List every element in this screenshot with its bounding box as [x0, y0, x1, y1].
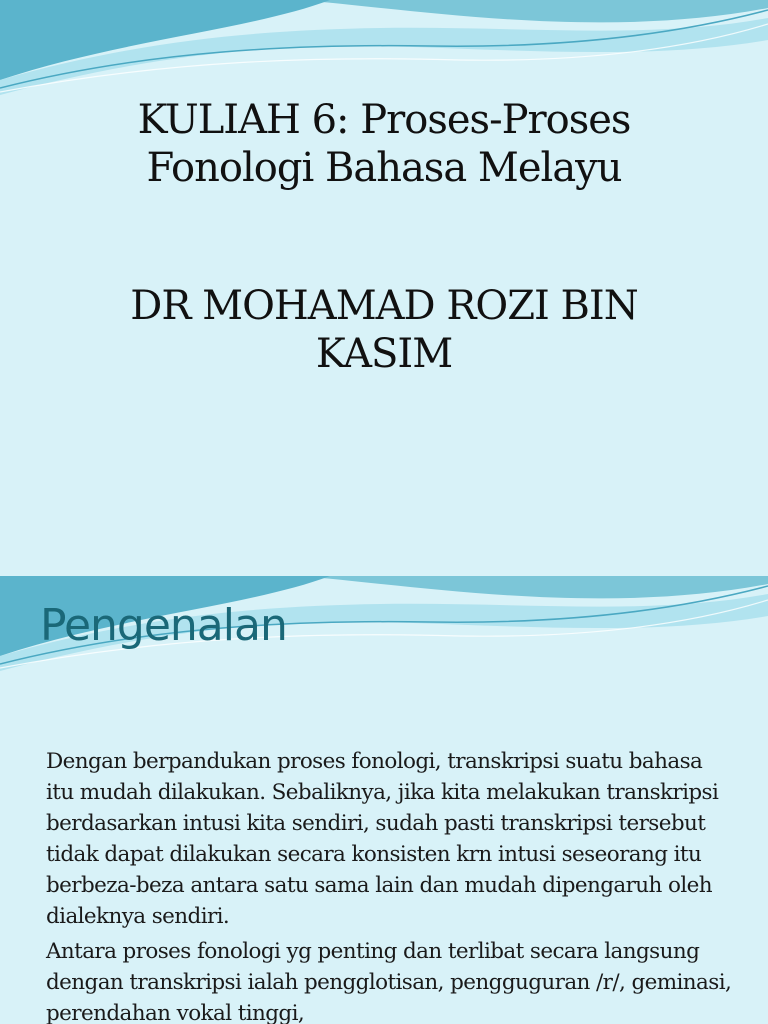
- section-title: Pengenalan: [40, 600, 287, 651]
- author-name-line-1: DR MOHAMAD ROZI BIN: [130, 283, 638, 329]
- paragraph: Dengan berpandukan proses fonologi, transkripsi suatu bahasa itu mudah dilakukan. Sebaliknya, jika kita melakukan transkripsi berdasarkan intusi kita sendiri, sudah pasti transkripsi tersebut tidak dapat dilakukan secara konsisten krn intusi seseorang itu berbeza-beza antara satu sama lain dan mudah dipengaruh oleh dialeknya sendiri.: [46, 749, 719, 929]
- header-wave-decoration: [0, 0, 768, 110]
- slide-title-line-2: Fonologi Bahasa Melayu: [146, 145, 622, 191]
- slide-title-line-1: KULIAH 6: Proses-Proses: [137, 97, 631, 143]
- body-text: [46, 746, 736, 1024]
- content-slide: [0, 576, 768, 1024]
- author-name-line-2: KASIM: [315, 331, 453, 377]
- author-name: [0, 282, 768, 378]
- paragraph: Antara proses fonologi yg penting dan terlibat secara langsung dengan transkripsi ialah pengglotisan, pengguguran /r/, geminasi, perendahan vokal tinggi,: [46, 939, 732, 1024]
- slide-title: [0, 96, 768, 192]
